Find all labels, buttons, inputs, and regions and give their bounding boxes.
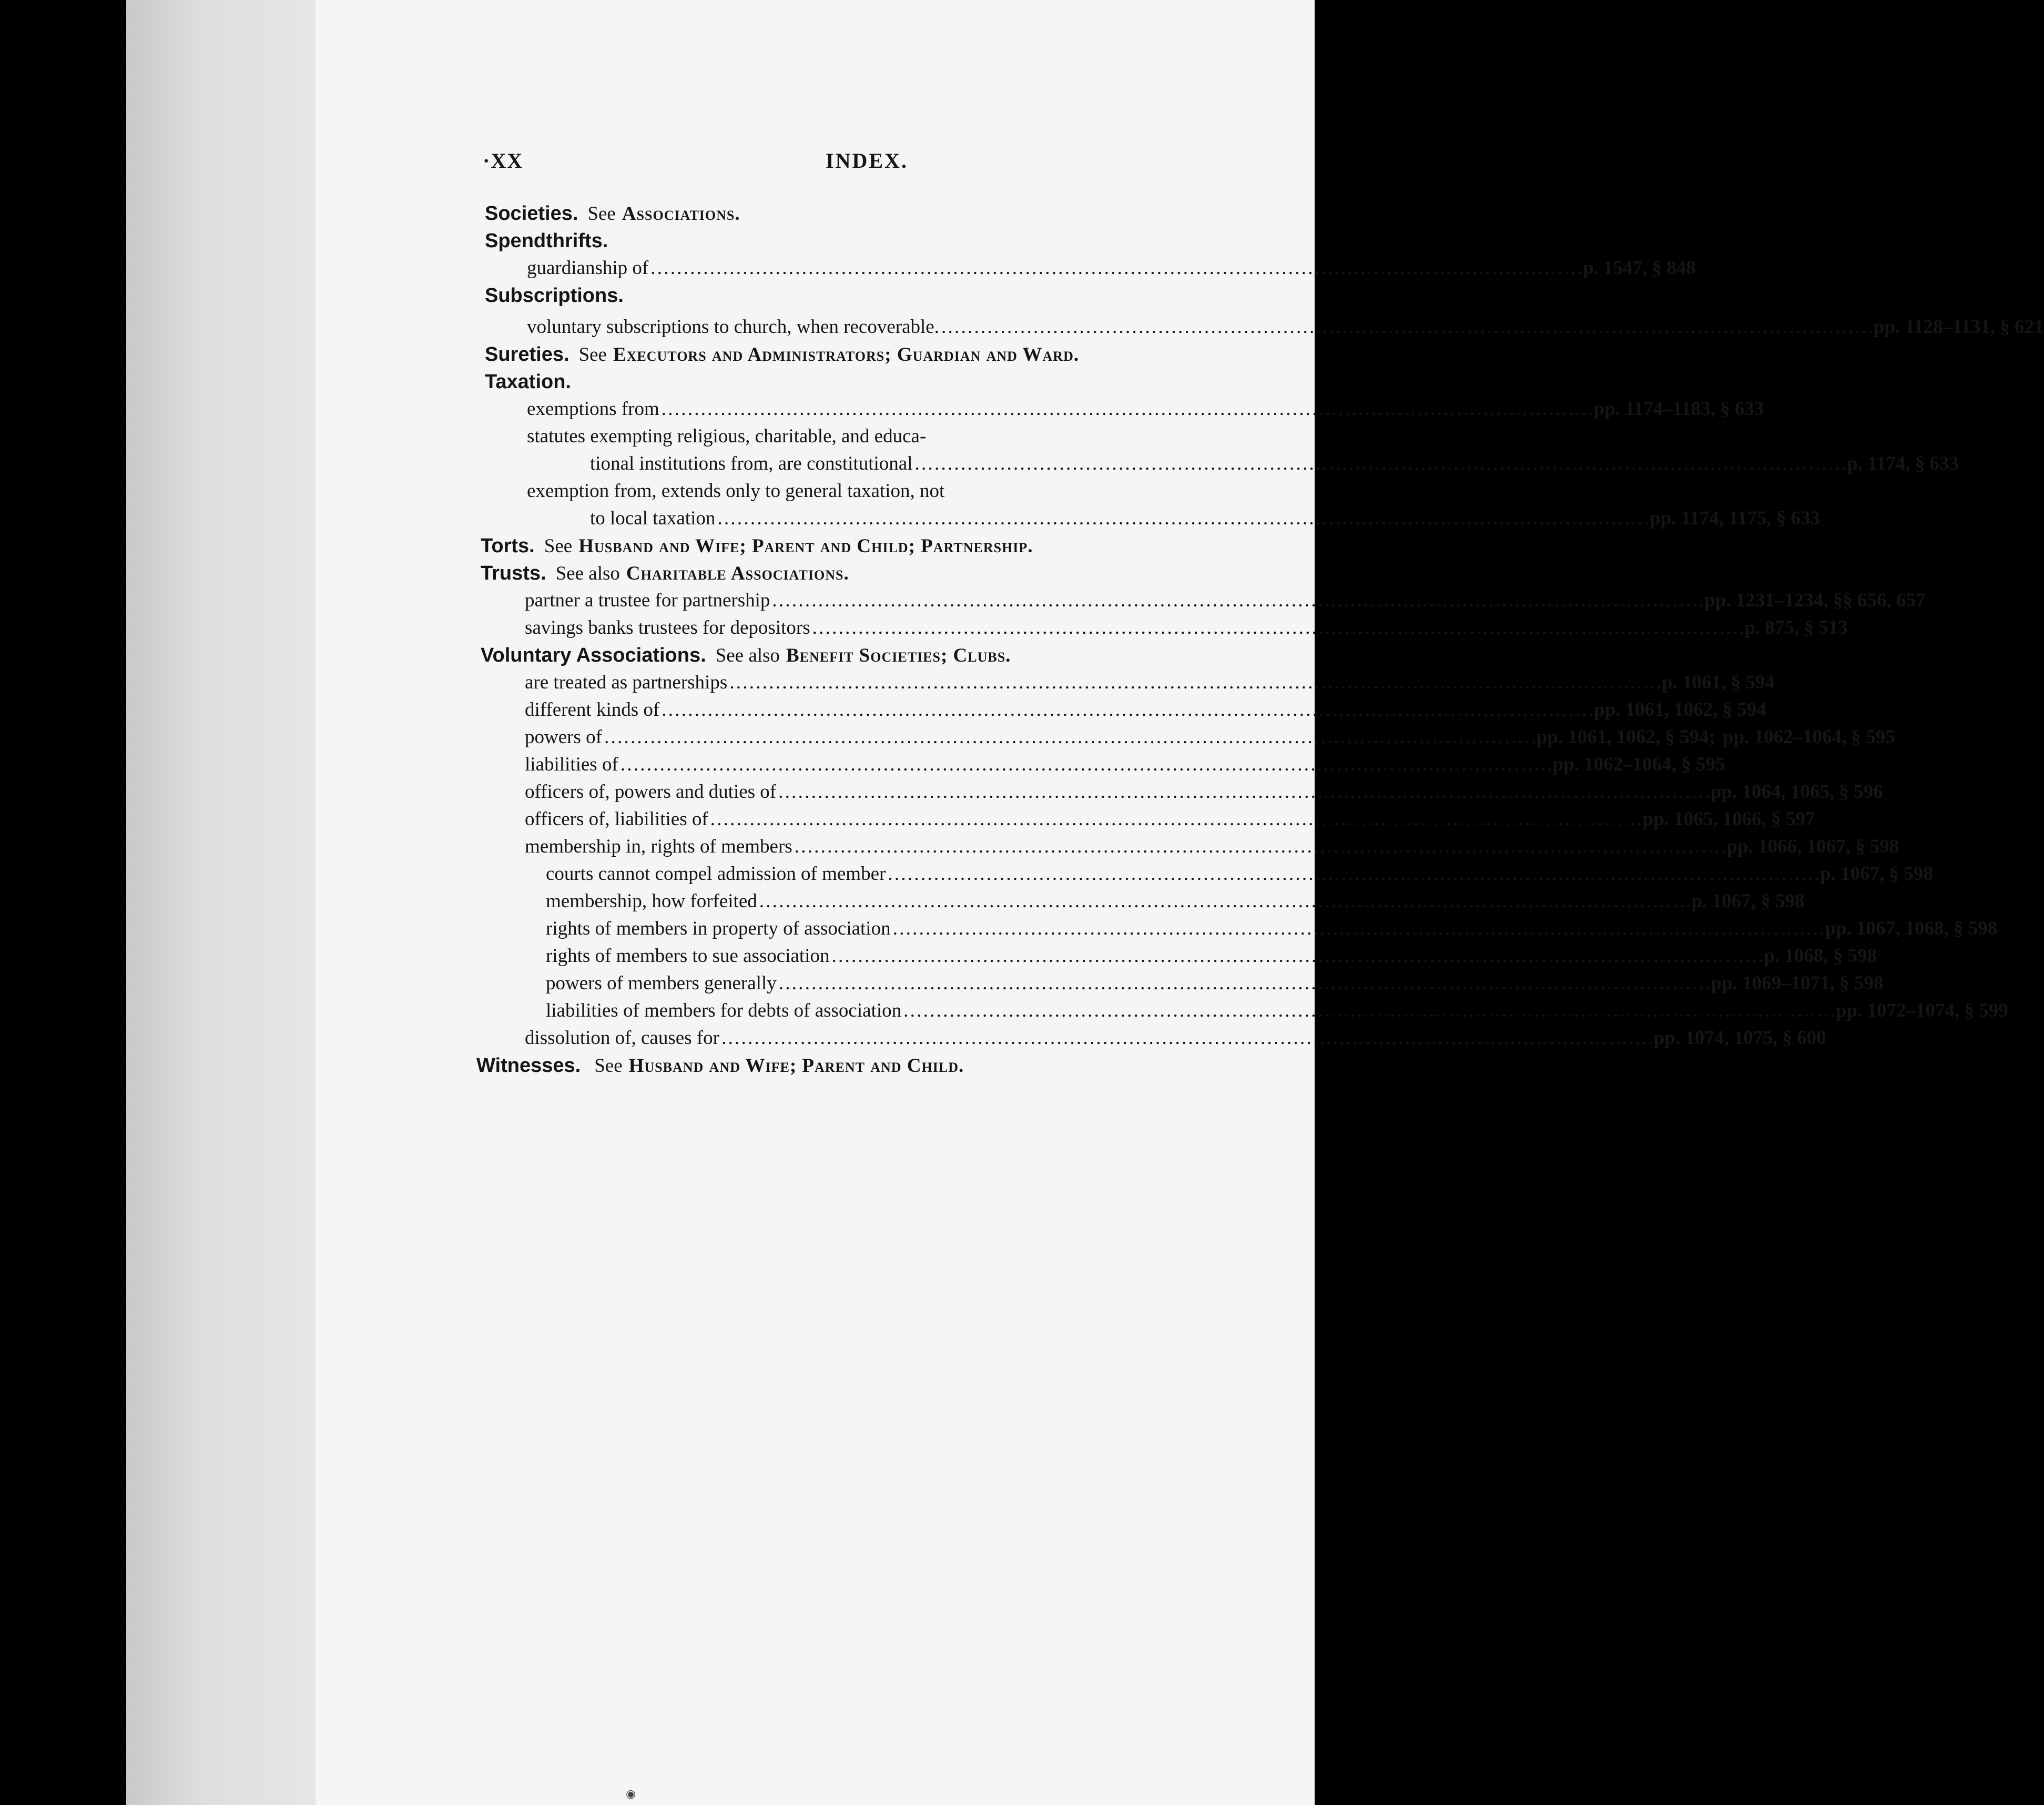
index-subentry: exemptions from . . . pp. 1174–1183, § 633 xyxy=(527,396,1569,423)
index-subentry: guardianship of . . . p. 1547, § 848 xyxy=(527,255,1569,282)
index-subsubentry: rights of members to sue association . . . p. 1068, § 598 xyxy=(546,942,1569,970)
leader-dots xyxy=(662,396,1592,423)
index-subsubentry: liabilities of members for debts of association . . . pp. 1072–1074, § 599 xyxy=(546,997,1569,1025)
leader-dots xyxy=(621,751,1551,778)
leader-dots xyxy=(778,778,1709,806)
index-subsubentry: powers of members generally . . . pp. 1069–1071, § 598 xyxy=(546,970,1569,997)
index-subentry: powers of . . . pp. 1061, 1062, § 594; pp. 1062–1064, § 595 xyxy=(525,724,1569,751)
page-gutter-shadow xyxy=(126,0,316,1805)
page-title: INDEX. xyxy=(826,149,908,173)
index-subentry: are treated as partnerships . . . p. 1061, § 594 xyxy=(525,669,1569,696)
leader-dots xyxy=(729,669,1660,696)
index-heading-trusts: Trusts. See also Charitable Associations. xyxy=(481,562,849,584)
index-subentry: officers of, powers and duties of . . . pp. 1064, 1065, § 596 xyxy=(525,778,1569,806)
leader-dots xyxy=(903,997,1834,1025)
index-heading-voluntary-associations: Voluntary Associations. See also Benefit Societies; Clubs. xyxy=(481,644,1011,666)
index-subentry-continuation: to local taxation . . . pp. 1174, 1175, § 633 xyxy=(590,505,1569,532)
leader-dots xyxy=(721,1025,1652,1052)
leader-dots xyxy=(888,860,1818,888)
print-mark-icon: ◉ xyxy=(626,1787,636,1800)
leader-dots xyxy=(759,888,1690,915)
index-subentry: statutes exempting religious, charitable, and educa- xyxy=(527,425,927,447)
leader-dots xyxy=(717,505,1648,532)
index-subsubentry: rights of members in property of association . . . pp. 1067, 1068, § 598 xyxy=(546,915,1569,942)
index-heading-subscriptions: Subscriptions. xyxy=(485,285,624,307)
index-subsubentry: membership, how forfeited . . . p. 1067, § 598 xyxy=(546,888,1569,915)
leader-dots xyxy=(893,915,1823,942)
running-header xyxy=(316,148,1315,180)
index-heading-taxation: Taxation. xyxy=(485,371,571,393)
leader-dots xyxy=(604,724,1534,751)
index-subentry: partner a trustee for partnership . . . pp. 1231–1234, §§ 656, 657 xyxy=(525,587,1569,614)
index-heading-societies: Societies. See Associations. xyxy=(485,202,740,225)
index-subentry: dissolution of, causes for . . . pp. 1074, 1075, § 600 xyxy=(525,1025,1569,1052)
index-subentry: savings banks trustees for depositors . . . p. 875, § 513 xyxy=(525,614,1569,642)
leader-dots xyxy=(831,942,1762,970)
index-subentry: exemption from, extends only to general taxation, not xyxy=(527,480,945,502)
index-subentry: voluntary subscriptions to church, when recoverable. . . . pp. 1128–1131, § 621 xyxy=(527,313,1569,341)
index-heading-sureties: Sureties. See Executors and Administrators; Guardian and Ward. xyxy=(485,343,1080,366)
leader-dots xyxy=(941,313,1872,341)
index-subentry: membership in, rights of members . . . pp. 1066, 1067, § 598 xyxy=(525,833,1569,860)
leader-dots xyxy=(650,255,1581,282)
index-subentry: officers of, liabilities of . . . pp. 1065, 1066, § 597 xyxy=(525,806,1569,833)
index-subentry: different kinds of . . . pp. 1061, 1062, § 594 xyxy=(525,696,1569,724)
leader-dots xyxy=(710,806,1641,833)
leader-dots xyxy=(662,696,1592,724)
index-subentry-continuation: tional institutions from, are constitutional . . . p. 1174, § 633 xyxy=(590,450,1569,478)
leader-dots xyxy=(772,587,1702,614)
index-subentry: liabilities of . . . pp. 1062–1064, § 595 xyxy=(525,751,1569,778)
index-heading-spendthrifts: Spendthrifts. xyxy=(485,230,608,252)
index-subsubentry: courts cannot compel admission of member . . . p. 1067, § 598 xyxy=(546,860,1569,888)
leader-dots xyxy=(779,970,1709,997)
index-heading-witnesses: Witnesses. See Husband and Wife; Parent and Child. xyxy=(476,1054,964,1077)
index-page xyxy=(316,0,2044,1805)
leader-dots xyxy=(812,614,1743,642)
leader-dots xyxy=(915,450,1845,478)
leader-dots xyxy=(795,833,1725,860)
page-number: ·XX xyxy=(483,149,524,173)
index-heading-torts: Torts. See Husband and Wife; Parent and Child; Partnership. xyxy=(481,535,1033,557)
